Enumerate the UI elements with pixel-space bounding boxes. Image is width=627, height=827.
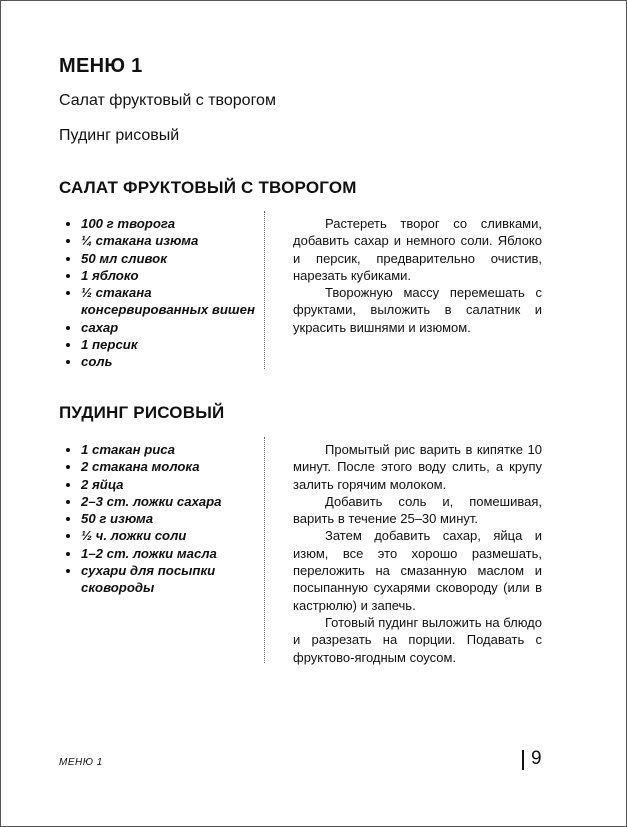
ingredient-item: • сухари для посыпки сковороды bbox=[81, 562, 259, 597]
column-divider bbox=[264, 211, 265, 369]
ingredient-item: • 1 яблоко bbox=[81, 267, 259, 284]
method-paragraph: Растереть творог со сливками, добавить сахар и немного соли. Яблоко и персик, предварительно очистив, нарезать кубиками. bbox=[293, 216, 542, 283]
ingredient-item: • соль bbox=[81, 353, 259, 370]
ingredient-item: • 2–3 ст. ложки сахара bbox=[81, 493, 259, 510]
running-footer: МЕНЮ 1 bbox=[59, 757, 103, 768]
method-fruit-salad bbox=[293, 215, 542, 336]
recipe-title-fruit-salad: САЛАТ ФРУКТОВЫЙ С ТВОРОГОМ bbox=[59, 178, 357, 197]
ingredient-item: • 1 персик bbox=[81, 336, 259, 353]
recipe-title-rice-pudding: ПУДИНГ РИСОВЫЙ bbox=[59, 403, 225, 422]
menu-item-fruit-salad: Салат фруктовый с творогом bbox=[59, 92, 276, 109]
ingredient-item: • 50 мл сливок bbox=[81, 250, 259, 267]
ingredient-item: • 2 яйца bbox=[81, 476, 259, 493]
method-paragraph: Добавить соль и, помешивая, варить в течение 25–30 минут. bbox=[293, 493, 542, 527]
method-paragraph: Промытый рис варить в кипятке 10 минут. После этого воду слить, а крупу залить горячим молоком. bbox=[293, 442, 542, 492]
page-number-rule bbox=[522, 750, 524, 770]
ingredients-list-fruit-salad bbox=[59, 215, 259, 371]
ingredients-list-rice-pudding bbox=[59, 441, 259, 597]
page-number: 9 bbox=[531, 748, 542, 769]
ingredient-item: • ½ ч. ложки соли bbox=[81, 527, 259, 544]
ingredient-item: • сахар bbox=[81, 319, 259, 336]
ingredient-item: • 1 стакан риса bbox=[81, 441, 259, 458]
ingredient-item: • ¼ стакана изюма bbox=[81, 232, 259, 249]
ingredient-item: • 2 стакана молока bbox=[81, 458, 259, 475]
ingredient-item: • 100 г творога bbox=[81, 215, 259, 232]
method-paragraph: Затем добавить сахар, яйца и изюм, все это хорошо размешать, переложить на смазанную маслом и посыпанную сухарями сковороду (или в кастрюлю) и запечь. bbox=[293, 528, 542, 613]
ingredient-item: • 1–2 ст. ложки масла bbox=[81, 545, 259, 562]
column-divider bbox=[264, 437, 265, 663]
ingredient-item: • ½ стакана консервированных вишен bbox=[81, 284, 259, 319]
method-paragraph: Творожную массу перемешать с фруктами, выложить в салатник и украсить вишнями и изюмом. bbox=[293, 285, 542, 335]
menu-title: МЕНЮ 1 bbox=[59, 55, 143, 77]
method-rice-pudding bbox=[293, 441, 542, 666]
menu-item-rice-pudding: Пудинг рисовый bbox=[59, 127, 180, 144]
ingredient-item: • 50 г изюма bbox=[81, 510, 259, 527]
method-paragraph: Готовый пудинг выложить на блюдо и разрезать на порции. Подавать с фруктово-ягодным соусом. bbox=[293, 614, 542, 665]
